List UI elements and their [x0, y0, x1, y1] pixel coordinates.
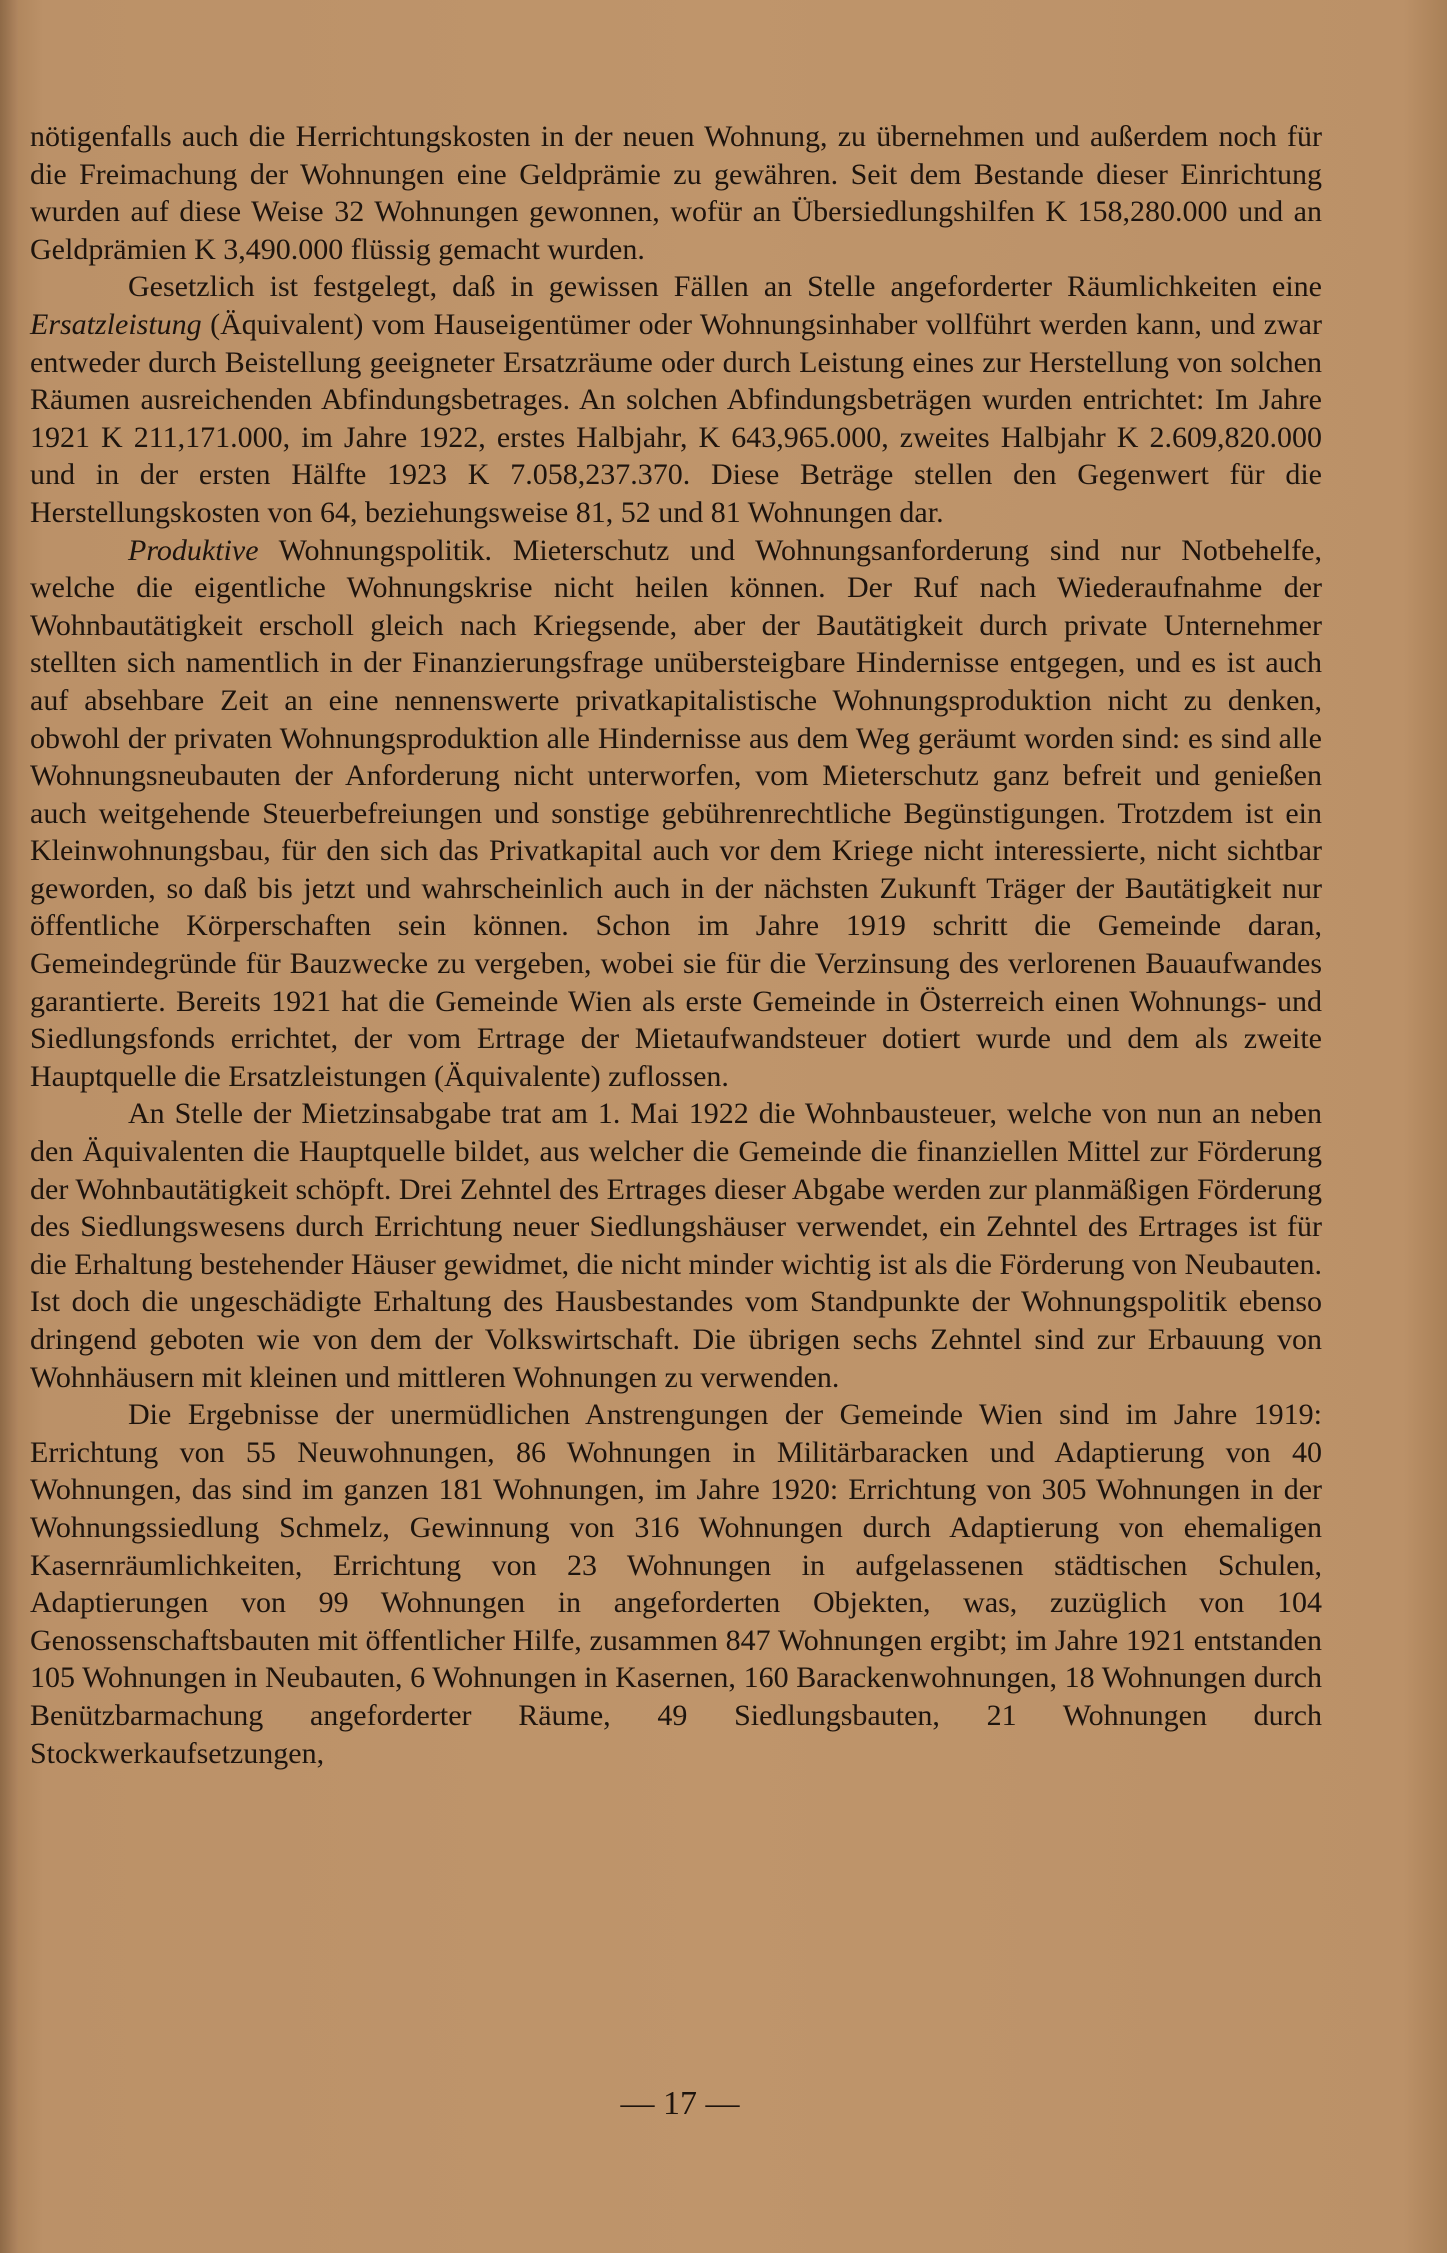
paragraph-2-emphasis: Ersatzleistung	[30, 307, 202, 341]
page-binding-edge	[0, 0, 18, 2253]
paragraph-3-text: Wohnungspolitik. Mieterschutz und Wohnungsanforderung sind nur Notbehelfe, welche die eigentliche Wohnungskrise nicht heilen können. Der Ruf nach Wiederaufnahme der Wohnbautätigkeit erscholl gleich nach Kriegsende, aber der Bautätigkeit durch private Unternehmer stellten sich namentlich in der Finanzierungsfrage unübersteigbare Hindernisse entgegen, und es ist auch auf absehbare Zeit an eine nennenswerte privatkapitalistische Wohnungsproduktion nicht zu denken, obwohl der privaten Wohnungsproduktion alle Hindernisse aus dem Weg geräumt worden sind: es sind alle Wohnungsneubauten der Anforderung nicht unterworfen, vom Mieterschutz ganz befreit und genießen auch weitgehende Steuerbefreiungen und sonstige gebührenrechtliche Begünstigungen. Trotzdem ist ein Kleinwohnungsbau, für den sich das Privatkapital auch vor dem Kriege nicht interessierte, nicht sichtbar geworden, so daß bis jetzt und wahrscheinlich auch in der nächsten Zukunft Träger der Bautätigkeit nur öffentliche Körperschaften sein können. Schon im Jahre 1919 schritt die Gemeinde daran, Gemeindegründe für Bauzwecke zu vergeben, wobei sie für die Verzinsung des verlorenen Bauaufwandes garantierte. Bereits 1921 hat die Gemeinde Wien als erste Gemeinde in Österreich einen Wohnungs- und Siedlungsfonds errichtet, der vom Ertrage der Mietaufwandsteuer dotiert wurde und dem als zweite Hauptquelle die Ersatzleistungen (Äquivalente) zuflossen.	[30, 533, 1322, 1093]
page-number: — 17 —	[620, 2085, 740, 2122]
body-text	[30, 118, 1322, 1772]
paragraph-1	[30, 118, 1322, 268]
paragraph-5	[30, 1396, 1322, 1772]
paragraph-2-text-start: Gesetzlich ist festgelegt, daß in gewissen Fällen an Stelle angeforderter Räumlichkeiten eine	[128, 270, 1322, 304]
paragraph-4-text: An Stelle der Mietzinsabgabe trat am 1. Mai 1922 die Wohnbausteuer, welche von nun an neben den Äquivalenten die Hauptquelle bildet, aus welcher die Gemeinde die finanziellen Mittel zur Förderung der Wohnbautätigkeit schöpft. Drei Zehntel des Ertrages dieser Abgabe werden zur planmäßigen Förderung des Siedlungswesens durch Errichtung neuer Siedlungshäuser verwendet, ein Zehntel des Ertrages ist für die Erhaltung bestehender Häuser gewidmet, die nicht minder wichtig ist als die Förderung von Neubauten. Ist doch die ungeschädigte Erhaltung des Hausbestandes vom Standpunkte der Wohnungspolitik ebenso dringend geboten wie von dem der Volkswirtschaft. Die übrigen sechs Zehntel sind zur Erbauung von Wohnhäusern mit kleinen und mittleren Wohnungen zu verwenden.	[30, 1097, 1322, 1394]
paragraph-3	[30, 532, 1322, 1096]
paragraph-5-text: Die Ergebnisse der unermüdlichen Anstrengungen der Gemeinde Wien sind im Jahre 1919: Errichtung von 55 Neuwohnungen, 86 Wohnungen in Militärbaracken und Adaptierung von 40 Wohnungen, das sind im ganzen 181 Wohnungen, im Jahre 1920: Errichtung von 305 Wohnungen in der Wohnungssiedlung Schmelz, Gewinnung von 316 Wohnungen durch Adaptierung von ehemaligen Kasernräumlichkeiten, Errichtung von 23 Wohnungen in aufgelassenen städtischen Schulen, Adaptierungen von 99 Wohnungen in angeforderten Objekten, was, zuzüglich von 104 Genossenschaftsbauten mit öffentlicher Hilfe, zusammen 847 Wohnungen ergibt; im Jahre 1921 entstanden 105 Wohnungen in Neubauten, 6 Wohnungen in Kasernen, 160 Barackenwohnungen, 18 Wohnungen durch Benützbarmachung angeforderter Räume, 49 Siedlungsbauten, 21 Wohnungen durch Stockwerkaufsetzungen,	[30, 1398, 1322, 1770]
paragraph-2-text-end: (Äquivalent) vom Hauseigentümer oder Wohnungsinhaber vollführt werden kann, und zwar entweder durch Beistellung geeigneter Ersatzräume oder durch Leistung eines zur Herstellung von solchen Räumen ausreichenden Abfindungsbetrages. An solchen Abfindungsbeträgen wurden entrichtet: Im Jahre 1921 K 211,171.000, im Jahre 1922, erstes Halbjahr, K 643,965.000, zweites Halbjahr K 2.609,820.000 und in der ersten Hälfte 1923 K 7.058,237.370. Diese Beträge stellen den Gegenwert für die Herstellungskosten von 64, beziehungsweise 81, 52 und 81 Wohnungen dar.	[30, 307, 1322, 529]
paragraph-2	[30, 268, 1322, 531]
paragraph-1-text: nötigenfalls auch die Herrichtungskosten in der neuen Wohnung, zu übernehmen und außerdem noch für die Freimachung der Wohnungen eine Geldprämie zu gewähren. Seit dem Bestande dieser Einrichtung wurden auf diese Weise 32 Wohnungen gewonnen, wofür an Übersiedlungshilfen K 158,280.000 und an Geldprämien K 3,490.000 flüssig gemacht wurden.	[30, 120, 1322, 266]
paragraph-3-emphasis: Produktive	[128, 533, 259, 567]
paragraph-4	[30, 1095, 1322, 1396]
